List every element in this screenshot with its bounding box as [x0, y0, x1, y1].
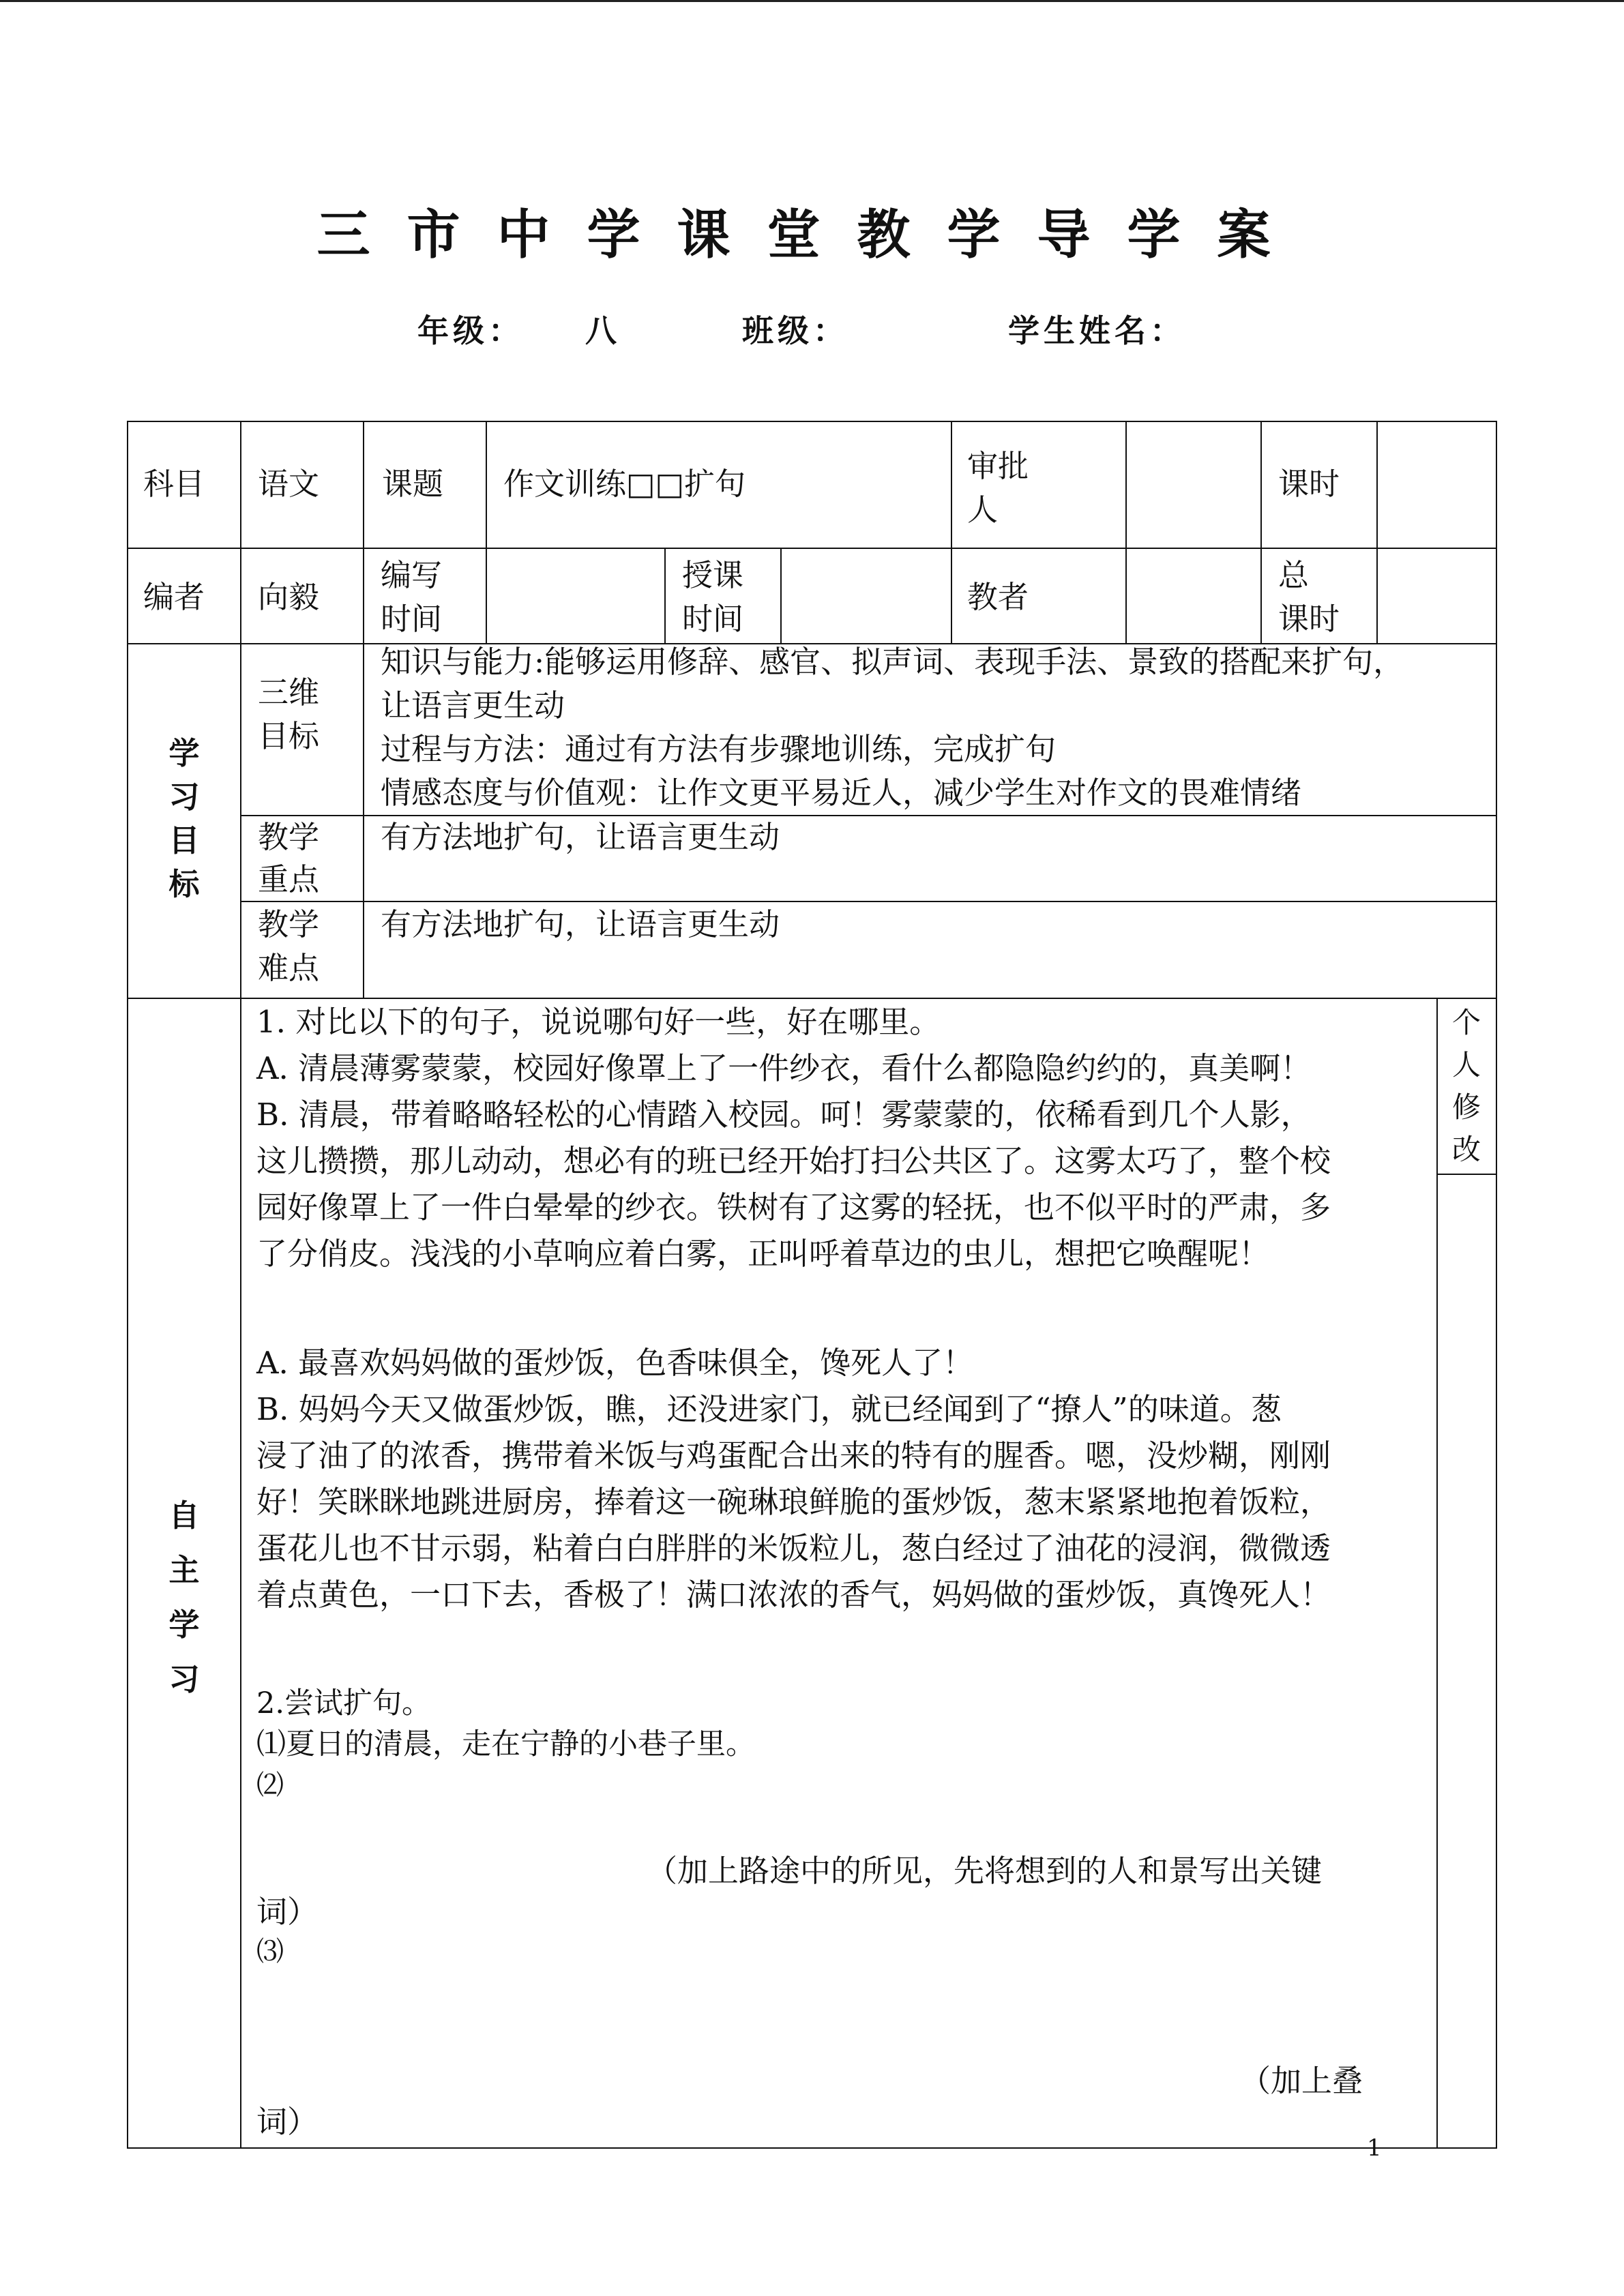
comparison-block-1	[256, 999, 1331, 1277]
difficulty-cell	[363, 901, 1497, 999]
write-time-label-cell	[363, 548, 487, 644]
key-point-label-cell	[240, 815, 364, 902]
teach-time-label-line1: 授课	[682, 557, 744, 593]
grade-value: 八	[585, 312, 621, 349]
text-line: 蛋花儿也不甘示弱，粘着白白胖胖的米饭粒儿，葱白经过了油花的浸润，微微透	[256, 1530, 1331, 1566]
approver-label-line2: 人	[967, 492, 999, 528]
side-char: 学	[168, 1607, 200, 1643]
key-point-label-line2: 重点	[258, 861, 320, 897]
three-dim-goals-cell	[363, 643, 1497, 816]
text-line: B. 妈妈今天又做蛋炒饭，瞧，还没进家门，就已经闻到了“撩人”的味道。葱	[256, 1391, 1282, 1427]
approver-value-cell	[1125, 421, 1262, 549]
goal-line: 情感态度与价值观：让作文更平易近人，减少学生对作文的畏难情绪	[381, 775, 1302, 811]
difficulty-label-line1: 教学	[258, 906, 320, 942]
total-periods-label-cell	[1260, 548, 1378, 644]
teach-time-label-line2: 时间	[682, 601, 744, 637]
approver-label-line1: 审批	[967, 448, 1029, 484]
goal-line: 知识与能力:能够运用修辞、感官、拟声词、表现手法、景致的搭配来扩句，	[381, 644, 1404, 680]
revise-char: 修	[1451, 1090, 1481, 1124]
self-study-side-cell	[127, 998, 241, 2149]
text-line: A. 清晨薄雾蒙蒙，校园好像罩上了一件纱衣，看什么都隐隐约约的，真美啊！	[256, 1050, 1312, 1086]
goal-line: 让语言更生动	[381, 687, 565, 724]
three-dim-label-cell	[240, 643, 364, 816]
learning-goals-side-label	[164, 732, 205, 906]
three-dim-goals-text	[381, 640, 1404, 815]
topic-label: 课题	[382, 466, 444, 502]
difficulty-label-cell	[240, 901, 364, 999]
text-line: 了分俏皮。浅浅的小草响应着白雾，正叫呼着草边的虫儿，想把它唤醒呢！	[256, 1236, 1270, 1272]
top-border-line	[0, 0, 1624, 2]
three-dim-label-line1: 三维	[258, 674, 320, 711]
text-line: 着点黄色，一口下去，香极了！满口浓浓的香气，妈妈做的蛋炒饭，真馋死人！	[256, 1577, 1331, 1613]
task2-item-1: ⑴夏日的清晨，走在宁静的小巷子里。	[256, 1727, 755, 1761]
key-point-label-line1: 教学	[258, 819, 320, 855]
side-char: 自	[168, 1497, 200, 1534]
key-point-cell	[363, 815, 1497, 902]
hint-2-line1: （加上叠	[1240, 2063, 1363, 2099]
total-periods-value-cell	[1376, 548, 1497, 644]
hint-1-line1: （加上路途中的所见，先将想到的人和景写出关键	[647, 1853, 1323, 1889]
approver-label-cell	[951, 421, 1127, 549]
subject-value-cell	[240, 421, 364, 549]
text-line: B. 清晨，带着略略轻松的心情踏入校园。呵！雾蒙蒙的，依稀看到几个人影，	[256, 1097, 1312, 1133]
personal-revision-label-cell	[1436, 998, 1497, 1175]
text-line: 1. 对比以下的句子，说说哪句好一些，好在哪里。	[256, 1004, 941, 1040]
personal-revision-area	[1436, 1174, 1497, 2149]
goal-line: 过程与方法：通过有方法有步骤地训练，完成扩句	[381, 731, 1057, 767]
teach-time-label-cell	[664, 548, 782, 644]
total-periods-label-line1: 总	[1278, 557, 1310, 593]
task2-item-3: ⑶	[256, 1936, 284, 1967]
text-line: 好！笑眯眯地跳进厨房，捧着这一碗琳琅鲜脆的蛋炒饭，葱末紧紧地抱着饭粒，	[256, 1484, 1331, 1520]
author-label-cell	[127, 548, 241, 644]
revise-char: 改	[1451, 1133, 1481, 1166]
teacher-label: 教者	[967, 579, 1029, 615]
write-time-label-line1: 编写	[381, 557, 443, 593]
task2-item-2: ⑵	[256, 1770, 284, 1801]
class-label: 班级：	[742, 312, 848, 349]
personal-revision-label	[1446, 1002, 1487, 1171]
period-label-cell	[1260, 421, 1378, 549]
total-periods-label-line2: 课时	[1278, 601, 1340, 637]
difficulty-text: 有方法地扩句，让语言更生动	[381, 906, 780, 942]
key-point-text: 有方法地扩句，让语言更生动	[381, 819, 780, 855]
side-char: 目	[168, 822, 200, 859]
hint-1-line2: 词）	[256, 1894, 319, 1930]
write-time-value-cell	[486, 548, 666, 644]
subject-label-cell	[127, 421, 241, 549]
comparison-block-2	[256, 1340, 1331, 1618]
student-name-label: 学生姓名：	[1008, 312, 1185, 349]
side-char: 学	[168, 735, 200, 771]
text-line: 浸了油了的浓香，携带着米饭与鸡蛋配合出来的特有的腥香。嗯，没炒糊，刚刚	[256, 1437, 1331, 1474]
learning-goals-side-cell	[127, 643, 241, 999]
text-line: 这儿攒攒，那儿动动，想必有的班已经开始打扫公共区了。这雾太巧了，整个校	[256, 1143, 1331, 1179]
topic-value-cell	[486, 421, 952, 549]
author-label: 编者	[143, 579, 205, 615]
text-line: 园好像罩上了一件白晕晕的纱衣。铁树有了这雾的轻抚，也不似平时的严肃，多	[256, 1189, 1331, 1225]
page-title: 三市中学课堂教学导学案	[316, 205, 1308, 266]
author-value: 向毅	[258, 579, 320, 615]
three-dim-label-line2: 目标	[258, 718, 320, 754]
side-char: 主	[168, 1552, 200, 1588]
self-study-side-label	[164, 1489, 205, 1707]
grade-label: 年级：	[417, 312, 524, 349]
side-char: 习	[168, 779, 200, 815]
revise-char: 个	[1451, 1006, 1481, 1039]
topic-value: 作文训练□□扩句	[503, 466, 746, 502]
subject-value: 语文	[258, 466, 320, 502]
revise-char: 人	[1451, 1048, 1481, 1082]
task2-title: 2.尝试扩句。	[256, 1686, 432, 1720]
teacher-label-cell	[951, 548, 1127, 644]
period-label: 课时	[1278, 466, 1340, 502]
text-line: A. 最喜欢妈妈做的蛋炒饭，色香味俱全，馋死人了！	[256, 1345, 974, 1381]
author-value-cell	[240, 548, 364, 644]
teach-time-value-cell	[780, 548, 952, 644]
topic-label-cell	[363, 421, 487, 549]
side-char: 习	[168, 1661, 200, 1697]
difficulty-label-line2: 难点	[258, 950, 320, 986]
period-value-cell	[1376, 421, 1497, 549]
self-study-content-cell	[240, 998, 1438, 2149]
teacher-value-cell	[1125, 548, 1262, 644]
side-char: 标	[168, 866, 200, 902]
write-time-label-line2: 时间	[381, 601, 443, 637]
subject-label: 科目	[143, 466, 205, 502]
page-number: 1	[1367, 2134, 1382, 2162]
hint-2-line2: 词）	[256, 2104, 319, 2140]
